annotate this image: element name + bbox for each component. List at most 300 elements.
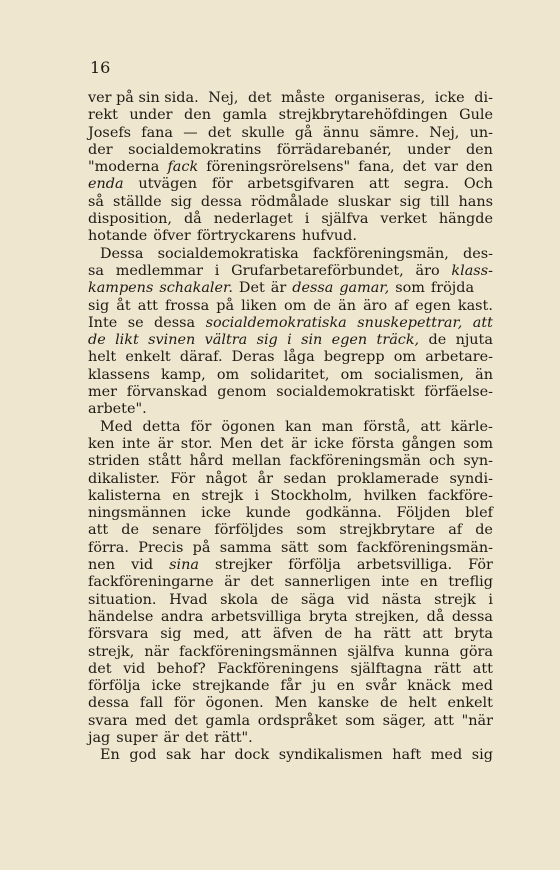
word: förföljdes xyxy=(214,522,284,539)
word: kan xyxy=(285,418,312,435)
word: är xyxy=(157,435,174,452)
word: gången xyxy=(401,435,456,452)
word: jag xyxy=(88,729,111,746)
word: icke xyxy=(201,505,232,522)
word: haft xyxy=(392,747,422,764)
word: för xyxy=(190,418,212,435)
emphasized-word: sig xyxy=(256,332,278,349)
word: rödmålade xyxy=(250,193,329,210)
word: vid xyxy=(347,591,370,608)
word: dessa xyxy=(88,695,130,712)
word: år xyxy=(257,470,274,487)
word: svår xyxy=(365,678,397,695)
emphasized-word: i xyxy=(287,332,292,349)
word: dessa xyxy=(451,608,493,625)
emphasized-word: att xyxy=(472,314,493,331)
word: att xyxy=(240,626,262,643)
text-line xyxy=(88,176,493,193)
word: den xyxy=(465,159,493,176)
word: blef xyxy=(465,505,493,522)
emphasized-word: sina xyxy=(169,557,199,574)
word: Deras xyxy=(231,349,275,366)
word: af xyxy=(448,522,463,539)
word: som xyxy=(463,435,493,452)
word: säga xyxy=(301,591,335,608)
word: som xyxy=(345,712,375,729)
word: liken xyxy=(241,297,277,314)
text-line xyxy=(88,211,493,228)
word: sannerligen xyxy=(284,574,371,591)
word: förra. xyxy=(88,539,129,556)
emphasized-word: snuskepettrar, xyxy=(357,314,463,331)
word: inte xyxy=(381,574,410,591)
text-line xyxy=(88,609,493,626)
word: super xyxy=(116,729,158,746)
word: i xyxy=(254,487,260,504)
word: ordspråket xyxy=(257,712,338,729)
word: sa xyxy=(88,262,104,279)
word: än xyxy=(475,366,493,383)
text-line xyxy=(88,453,493,470)
word: enkelt xyxy=(447,695,493,712)
text-line xyxy=(88,626,493,643)
word: ver på sin sida. xyxy=(88,90,199,106)
word: med xyxy=(430,747,463,764)
word: fackföre- xyxy=(428,487,493,504)
word: som xyxy=(296,522,327,539)
word: att xyxy=(433,712,454,729)
text-line xyxy=(88,280,493,297)
word: i xyxy=(488,591,493,608)
text-line xyxy=(88,332,493,349)
word: sämre. xyxy=(369,124,420,141)
word: genom xyxy=(217,384,267,401)
word: ha xyxy=(354,626,372,643)
text-line xyxy=(88,349,493,366)
word: gamla xyxy=(222,107,268,124)
word: de xyxy=(379,695,398,712)
word: solidaritet, xyxy=(250,366,330,383)
word: sig xyxy=(160,626,182,643)
word: strejk, xyxy=(88,643,135,660)
text-line xyxy=(88,384,493,401)
word: strejkande xyxy=(192,678,270,695)
word: Och xyxy=(463,176,493,193)
emphasized-word: dessa xyxy=(292,280,334,297)
word: kamp, xyxy=(160,366,206,383)
word: än xyxy=(338,297,357,314)
word: behof? xyxy=(156,660,206,677)
text-line xyxy=(88,194,493,211)
word: något xyxy=(205,470,248,487)
text-line xyxy=(88,315,493,332)
word: föreningsrörelsens" xyxy=(206,159,351,176)
emphasized-word: socialdemokratiska xyxy=(205,314,347,331)
word: der xyxy=(88,141,113,158)
word: Precis xyxy=(138,539,184,556)
word: arbetsvilliga. xyxy=(356,557,453,574)
word: själfva xyxy=(347,643,395,660)
word: sedan xyxy=(283,470,327,487)
word: njuta xyxy=(455,332,493,349)
word: att xyxy=(88,522,109,539)
word: om xyxy=(340,366,363,383)
word: det xyxy=(402,159,427,176)
text-line xyxy=(88,90,493,107)
word: "moderna xyxy=(88,159,160,176)
word: händelse xyxy=(88,608,154,625)
word: kast. xyxy=(457,297,493,314)
word: ögonen. xyxy=(205,695,264,712)
word: förvanskad xyxy=(126,384,208,401)
word: som xyxy=(395,280,425,297)
emphasized-word: de xyxy=(88,332,106,349)
word: äro xyxy=(415,262,440,279)
word: förtryckarens xyxy=(196,228,296,245)
word: kalisterna xyxy=(88,487,161,504)
word: verket xyxy=(380,211,427,228)
word: ögonen xyxy=(221,418,275,435)
word: Fackföreningens xyxy=(217,660,339,677)
word: "när xyxy=(461,712,493,729)
word: segra. xyxy=(403,176,450,193)
word: strejk xyxy=(434,591,476,608)
word: de xyxy=(475,522,493,539)
word: sig xyxy=(399,193,421,210)
word: under xyxy=(129,107,173,124)
emphasized-word: likt xyxy=(115,332,139,349)
text-line xyxy=(88,401,493,418)
word: fana xyxy=(141,124,174,141)
text-line xyxy=(88,522,493,539)
word: försvara xyxy=(88,626,149,643)
word: situation. xyxy=(88,591,157,608)
word: med xyxy=(461,678,493,695)
word: Det xyxy=(238,280,265,297)
text-line xyxy=(88,644,493,661)
word: nästa xyxy=(381,591,422,608)
word: de xyxy=(121,522,139,539)
word: hotande xyxy=(88,228,148,245)
word: sätt xyxy=(280,539,309,556)
word: arbetsvilliga xyxy=(210,608,302,625)
word: att xyxy=(422,626,443,643)
word: frossa xyxy=(164,297,210,314)
word: se xyxy=(127,314,144,331)
word: godkänna. xyxy=(305,505,382,522)
word: icke xyxy=(314,435,345,452)
word: fackföreningsmän- xyxy=(356,539,493,556)
word: fall xyxy=(139,695,164,712)
word: åt xyxy=(116,297,131,314)
word: dock xyxy=(234,747,270,764)
word: strejken, xyxy=(355,608,420,625)
word: med xyxy=(135,712,167,729)
word: nederlaget xyxy=(213,211,293,228)
word: Med xyxy=(100,418,133,435)
word: En xyxy=(100,747,120,764)
word: kanske xyxy=(317,695,370,712)
word: god xyxy=(129,747,157,764)
word: med, xyxy=(193,626,230,643)
word: måste xyxy=(281,90,326,106)
word: själftagna xyxy=(350,660,423,677)
text-line xyxy=(88,436,493,453)
text-line xyxy=(88,505,493,522)
word: hängde xyxy=(438,211,493,228)
word: skulle xyxy=(241,124,285,141)
word: öfver xyxy=(153,228,191,245)
word: stor. xyxy=(180,435,213,452)
text-line xyxy=(88,713,493,730)
emphasized-word: kampens xyxy=(88,280,154,297)
word: för xyxy=(211,176,233,193)
word: stått xyxy=(147,453,182,470)
word: den xyxy=(184,107,211,124)
word: Nej, xyxy=(208,90,239,106)
word: fackföreningsmännen xyxy=(179,643,338,660)
word: hufvud. xyxy=(301,228,357,245)
word: För xyxy=(468,557,493,574)
word: — xyxy=(183,124,198,141)
word: strejker xyxy=(215,557,273,574)
word: äro xyxy=(363,297,388,314)
word: man xyxy=(321,418,354,435)
word: sluskar xyxy=(337,193,391,210)
word: det xyxy=(250,574,274,591)
word: Men xyxy=(274,695,308,712)
word: arbetare- xyxy=(425,349,493,366)
emphasized-word: träck, xyxy=(376,332,420,349)
word: mellan xyxy=(231,453,282,470)
word: en xyxy=(172,487,191,504)
word: att xyxy=(137,297,158,314)
text-line xyxy=(88,488,493,505)
text-line xyxy=(88,246,493,263)
word: Stockholm, xyxy=(270,487,353,504)
word: ju xyxy=(312,678,326,695)
word: som xyxy=(317,539,348,556)
word: egen xyxy=(415,297,451,314)
word: det xyxy=(88,660,112,677)
word: är xyxy=(224,574,240,591)
word: om xyxy=(283,297,307,314)
word: förstå, xyxy=(363,418,411,435)
word: däraf. xyxy=(179,349,223,366)
word: dessa xyxy=(200,193,242,210)
word: kärle- xyxy=(450,418,493,435)
word: själfva xyxy=(321,211,369,228)
word: göra xyxy=(459,643,493,660)
text-line xyxy=(88,747,493,764)
word: un- xyxy=(469,124,493,141)
word: den xyxy=(465,141,493,158)
word: vid xyxy=(131,557,154,574)
word: första xyxy=(351,435,395,452)
text-line xyxy=(88,298,493,315)
word: strejk xyxy=(201,487,244,504)
word: ännu xyxy=(322,124,360,141)
word: det xyxy=(248,90,272,106)
emphasized-word: fack xyxy=(167,159,199,176)
word: arbete". xyxy=(88,401,147,418)
emphasized-word: sin xyxy=(301,332,323,349)
word: rätt". xyxy=(214,729,253,746)
word: en xyxy=(336,678,355,695)
word: under xyxy=(407,141,451,158)
text-line xyxy=(88,557,493,574)
word: Hvad xyxy=(169,591,208,608)
word: rätt xyxy=(433,660,462,677)
word: i xyxy=(304,211,310,228)
word: och xyxy=(429,453,456,470)
word: förfäelse- xyxy=(424,384,493,401)
word: enkelt xyxy=(125,349,171,366)
word: på xyxy=(216,297,235,314)
word: medlemmar xyxy=(115,262,203,279)
word: strejkbrytare xyxy=(339,522,436,539)
word: ningsmännen xyxy=(88,505,187,522)
word: fackföreningsmän xyxy=(289,453,421,470)
word: För xyxy=(170,470,196,487)
word: Josefs xyxy=(88,124,132,141)
word: Följden xyxy=(396,505,451,522)
emphasized-word: svinen xyxy=(148,332,196,349)
word: bryta xyxy=(454,626,493,643)
word: bryta xyxy=(308,608,348,625)
word: det xyxy=(185,729,209,746)
word: förfölja xyxy=(288,557,341,574)
word: Grufarbetareförbundet, xyxy=(231,262,404,279)
text-line xyxy=(88,107,493,124)
word: begrepp xyxy=(323,349,385,366)
word: helt xyxy=(88,349,117,366)
word: var xyxy=(434,159,458,176)
text-line xyxy=(88,730,493,747)
word: en xyxy=(419,574,438,591)
word: fröjda xyxy=(430,280,475,297)
word: Men xyxy=(220,435,253,452)
word: sig xyxy=(471,747,493,764)
text-line xyxy=(88,419,493,436)
text-line xyxy=(88,695,493,712)
word: arbetsgifvaren xyxy=(247,176,355,193)
word: detta xyxy=(142,418,181,435)
word: knäck xyxy=(407,678,451,695)
text-line xyxy=(88,367,493,384)
word: andra xyxy=(160,608,204,625)
word: icke xyxy=(434,90,465,106)
word: proklamerade xyxy=(337,470,440,487)
word: äfven xyxy=(272,626,313,643)
word: rekt xyxy=(88,107,118,124)
emphasized-word: enda xyxy=(88,176,124,193)
word: syn- xyxy=(463,453,493,470)
word: är xyxy=(270,280,287,297)
word: dikalister. xyxy=(88,470,160,487)
word: skola xyxy=(220,591,259,608)
text-line xyxy=(88,540,493,557)
word: då xyxy=(183,211,202,228)
word: rätt xyxy=(383,626,411,643)
word: hans xyxy=(458,193,493,210)
word: att xyxy=(472,660,493,677)
word: socialdemokratiskt xyxy=(276,384,415,401)
word: så xyxy=(88,193,104,210)
word: för xyxy=(173,695,195,712)
word: di- xyxy=(474,90,493,106)
word: om xyxy=(216,366,240,383)
word: inte xyxy=(122,435,151,452)
word: när xyxy=(144,643,170,660)
word: icke xyxy=(151,678,182,695)
word: senare xyxy=(152,522,202,539)
emphasized-word: egen xyxy=(331,332,368,349)
text-line xyxy=(88,471,493,488)
word: förfölja xyxy=(88,678,141,695)
word: de xyxy=(324,626,343,643)
word: på xyxy=(192,539,211,556)
text-line xyxy=(88,125,493,142)
word: i xyxy=(214,262,220,279)
word: mer xyxy=(88,384,118,401)
word: sig xyxy=(170,193,192,210)
word: fackföreningarne xyxy=(88,574,214,591)
text-line xyxy=(88,263,493,280)
word: ken xyxy=(88,435,115,452)
word: svara xyxy=(88,712,128,729)
word: dessa xyxy=(154,314,196,331)
word: strejkbrytarehöfdingen xyxy=(278,107,448,124)
word: nen xyxy=(88,557,116,574)
word: att xyxy=(420,418,441,435)
text-line xyxy=(88,574,493,591)
word: treflig xyxy=(448,574,493,591)
word: får xyxy=(280,678,302,695)
word: disposition, xyxy=(88,211,172,228)
word: klassens xyxy=(88,366,150,383)
word: kunde xyxy=(245,505,291,522)
word: samma xyxy=(219,539,272,556)
word: det xyxy=(260,435,284,452)
word: ställde xyxy=(112,193,162,210)
word: de xyxy=(270,591,289,608)
emphasized-word: vältra xyxy=(204,332,248,349)
word: gamla xyxy=(205,712,251,729)
word: socialismen, xyxy=(374,366,464,383)
word: säger, xyxy=(382,712,427,729)
word: har xyxy=(200,747,225,764)
word: fana, xyxy=(358,159,395,176)
word: till xyxy=(429,193,450,210)
word: utvägen xyxy=(138,176,198,193)
word: sig xyxy=(88,297,110,314)
word: syndikalismen xyxy=(278,747,383,764)
word: socialdemokratins xyxy=(128,141,262,158)
body-text xyxy=(88,90,493,765)
text-line xyxy=(88,661,493,678)
text-line xyxy=(88,678,493,695)
word: hvilken xyxy=(363,487,417,504)
word: af xyxy=(394,297,409,314)
word: organiseras, xyxy=(334,90,426,106)
word: helt xyxy=(408,695,437,712)
emphasized-word: gamar, xyxy=(339,280,390,297)
emphasized-word: klass- xyxy=(451,262,493,279)
word: Gule xyxy=(459,107,493,124)
emphasized-word: schakaler. xyxy=(159,280,233,297)
word: socialdemokratiska xyxy=(157,245,299,262)
